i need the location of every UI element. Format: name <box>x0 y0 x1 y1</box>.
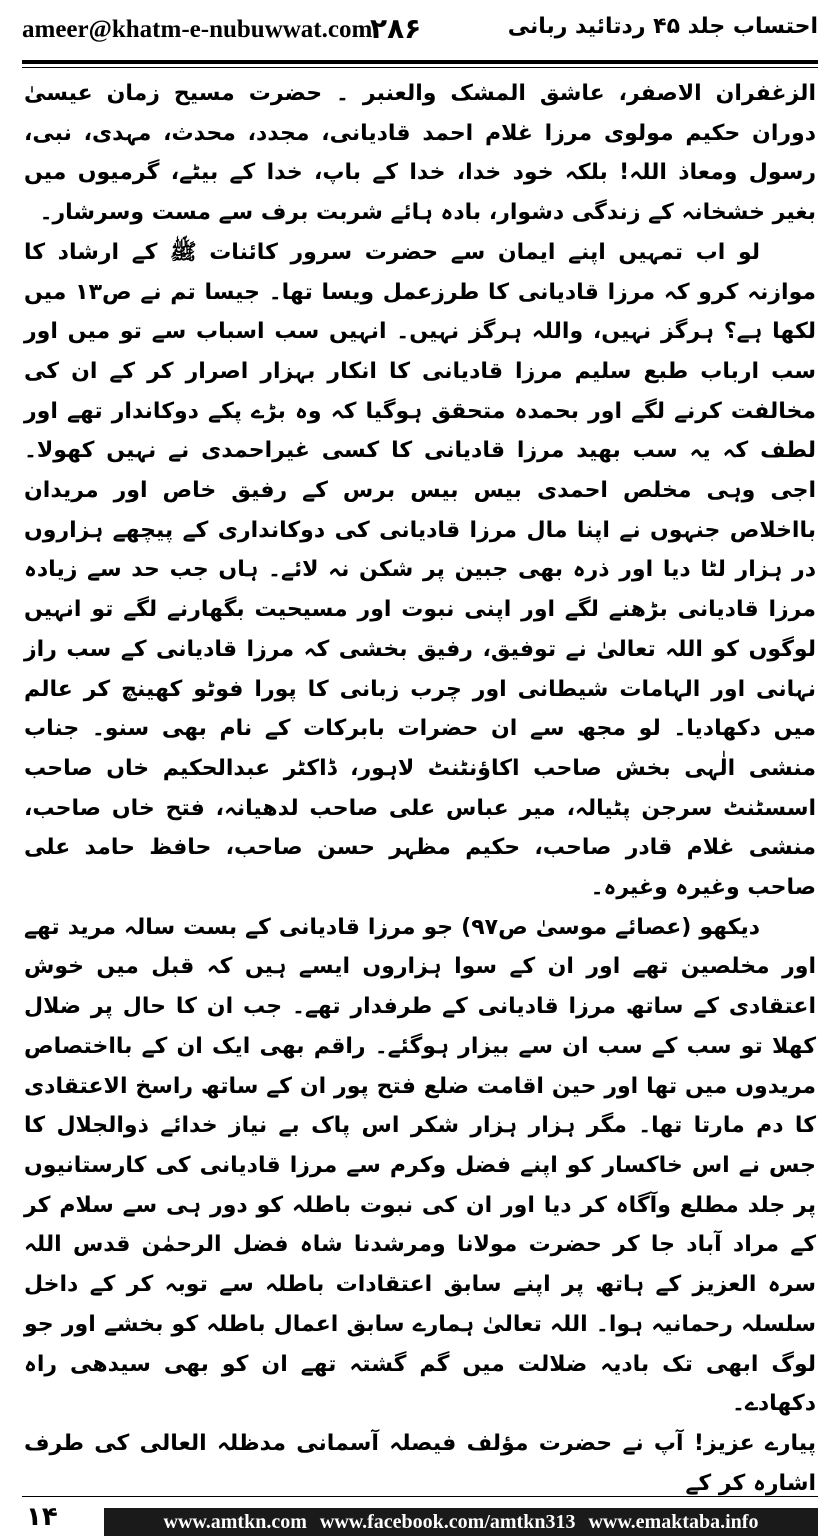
footer-link-facebook[interactable]: www.facebook.com/amtkn313 <box>319 1511 576 1533</box>
paragraph: پیارے عزیز! آپ نے حضرت مؤلف فیصلہ آسمانی مدظلہ العالی کی طرف اشارہ کر کے <box>24 1430 816 1496</box>
header-email: ameer@khatm-e-nubuwwat.com <box>22 16 373 43</box>
paragraph: لو اب تمہیں اپنے ایمان سے حضرت سرور کائنات ﷺ کے ارشاد کا موازنہ کرو کہ مرزا قادیانی کا طرزعمل ویسا تھا۔ جیسا تم نے ص۱۳ میں لکھا ہے؟ ہرگز نہیں، واللہ ہرگز نہیں۔ انہیں سب اسباب سے تو میں اور سب ارباب طبع سلیم مرزا قادیانی کا انکار بہزار اصرار کر کے ان کی مخالفت کرنے لگے اور بحمدہ متحقق ہوگیا کہ وہ بڑے پکے دوکاندار تھے اور لطف کہ یہ سب بھید مرزا قادیانی کا کسی غیراحمدی نے نہیں کھولا۔ اجی وہی مخلص احمدی بیس بیس برس کے رفیق خاص اور مریدان بااخلاص جنہوں نے اپنا مال مرزا قادیانی کی دوکانداری کے پیچھے ہزاروں در ہزار لٹا دیا اور ذرہ بھی جبین پر شکن نہ لائے۔ ہاں جب حد سے زیادہ مرزا قادیانی بڑھنے لگے اور اپنی نبوت اور مسیحیت بگھارنے لگے تو انہیں لوگوں کو اللہ تعالیٰ نے توفیق، رفیق بخشی کہ مرزا قادیانی کے سب راز نہانی اور الہامات شیطانی اور چرب زبانی کا پورا فوٹو کھینچ کر عالم میں دکھادیا۔ لو مجھ سے ان حضرات بابرکات کے نام بھی سنو۔ جناب منشی الٰہی بخش صاحب اکاؤنٹنٹ لاہور، ڈاکٹر عبدالحکیم خاں صاحب اسسٹنٹ سرجن پٹیالہ، میر عباس علی صاحب لدھیانہ، فتح خاں صاحب، منشی غلام قادر صاحب، حکیم مظہر حسن صاحب، حافظ حامد علی صاحب وغیرہ وغیرہ۔ <box>24 239 816 901</box>
header-page-number: ۲۸۶ <box>370 12 422 45</box>
header-book-title: احتساب جلد ۴۵ ردتائید ربانی <box>507 14 818 39</box>
header-divider <box>22 60 818 68</box>
page-body <box>24 74 816 1503</box>
paragraph: الزغفران الاصفر، عاشق المشک والعنبر ۔ حضرت مسیح زمان عیسیٰ دوران حکیم مولوی مرزا غلام احمد قادیانی، مجدد، محدث، مہدی، نبی، رسول ومعاذ اللہ! بلکہ خود خدا، خدا کے باپ، خدا کے بیٹے، گرمیوں میں بغیر خشخانہ کے زندگی دشوار، بادہ ہائے شربت برف سے مست وسرشار۔ <box>24 81 816 226</box>
footer-page-number: ۱۴ <box>26 1502 58 1532</box>
footer-link-emaktaba[interactable]: www.emaktaba.info <box>588 1511 759 1533</box>
paragraph: دیکھو (عصائے موسیٰ ص۹۷) جو مرزا قادیانی کے بست سالہ مرید تھے اور مخلصین تھے اور ان کے سوا ہزاروں ایسے ہیں کہ قبل میں خوش اعتقادی کے ساتھ مرزا قادیانی کے طرفدار تھے۔ جب ان کا حال پر ضلال کھلا تو سب کے سب ان سے بیزار ہوگئے۔ راقم بھی ایک ان کے بااختصاص مریدوں میں تھا اور حین اقامت ضلع فتح پور ان کے ساتھ راسخ الاعتقادی کا دم مارتا تھا۔ مگر ہزار ہزار شکر اس پاک بے نیاز خدائے ذوالجلال کا جس نے اس خاکسار کو اپنے فضل وکرم سے مرزا قادیانی کی کارستانیوں پر جلد مطلع وآگاہ کر دیا اور ان کی نبوت باطلہ کو دور ہی سے سلام کر کے مراد آباد جا کر حضرت مولانا ومرشدنا شاہ فضل الرحمٰن قدس اللہ سرہ العزیز کے ہاتھ پر اپنے سابق اعتقادات باطلہ سے توبہ کر کے داخل سلسلہ رحمانیہ ہوا۔ اللہ تعالیٰ ہمارے سابق اعمال باطلہ کو بخشے اور جو لوگ ابھی تک بادیہ ضلالت میں گم گشتہ تھے ان کو بھی سیدھی راہ دکھادے۔ <box>24 914 816 1417</box>
footer-link-amtkn[interactable]: www.amtkn.com <box>163 1511 307 1533</box>
footer-links-bar <box>104 1508 818 1536</box>
page-header <box>22 14 818 60</box>
footer-divider <box>22 1496 818 1497</box>
